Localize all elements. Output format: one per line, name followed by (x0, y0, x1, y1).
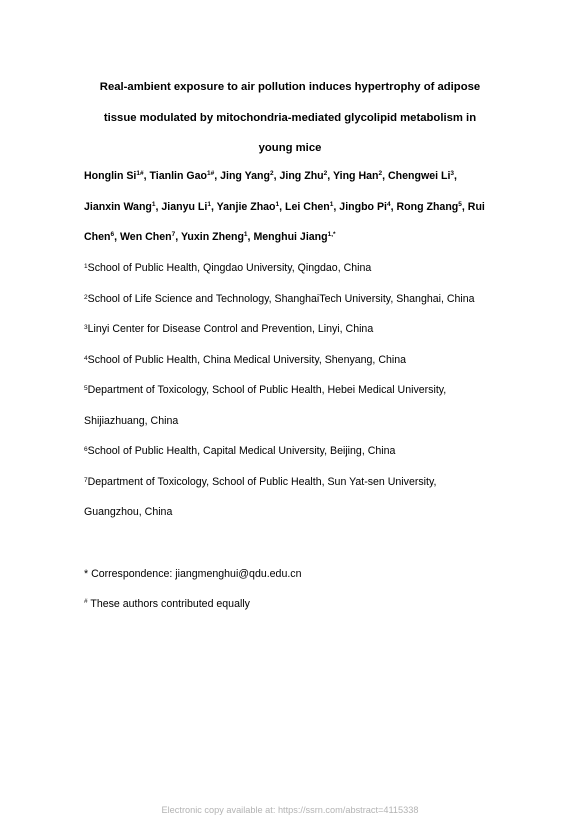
author: Menghui Jiang$^{1,*}$ (253, 231, 336, 243)
author: Ying Han$^2$, (332, 170, 388, 182)
correspondence-note: * Correspondence: jiangmenghui@qdu.edu.cn (84, 568, 302, 580)
title-line-2: tissue modulated by mitochondria-mediated glycolipid metabolism in (103, 111, 477, 124)
author: Jingbo Pi$^4$, (339, 200, 397, 213)
title-line-1: Real-ambient exposure to air pollution induces hypertrophy of adipose (99, 81, 481, 93)
affiliation-list (84, 253, 504, 528)
author: Tianlin Gao$^{1\#}$, (149, 170, 221, 182)
affiliation-3: $^3$Linyi Center for Disease Control and Prevention, Linyi, China (84, 323, 374, 335)
equal-contribution-note: # These authors contributed equally (84, 598, 250, 610)
affiliation-7-continued: Guangzhou, China (84, 506, 173, 518)
author: Yanjie Zhao$^1$, (216, 200, 286, 213)
author: Jing Yang$^2$, (220, 170, 280, 182)
author: Lei Chen$^1$, (285, 200, 340, 213)
affiliation-4: $^4$School of Public Health, China Medical University, Shenyang, China (84, 353, 406, 366)
ssrn-footer: Electronic copy available at: https://ssrn.com/abstract=4115338 (161, 805, 419, 815)
affiliation-7: $^7$Department of Toxicology, School of Public Health, Sun Yat-sen University, (84, 475, 437, 488)
author-line-2 (84, 192, 504, 223)
author-line-3: Chen$^6$, Wen Chen$^7$, Yuxin Zheng$^1$, Menghui Jiang$^{1,*}$ (84, 231, 336, 243)
author-list (84, 161, 504, 253)
author: Wen Chen$^7$, (120, 231, 181, 243)
author: Yuxin Zheng$^1$, (180, 231, 254, 243)
affiliation-6: $^6$School of Public Health, Capital Medical University, Beijing, China (84, 445, 396, 457)
affiliation-2: $^2$School of Life Science and Technology, ShanghaiTech University, Shanghai, China (84, 292, 475, 305)
affiliation-5-continued: Shijiazhuang, China (84, 414, 179, 427)
author: Jianyu Li$^1$, (161, 200, 217, 213)
author-line-1 (84, 161, 504, 192)
author-first-name: Rui (467, 200, 485, 213)
title-line-3: young mice (258, 142, 322, 154)
author: Jianxin Wang$^1$, (84, 200, 162, 213)
affiliation-1: $^1$School of Public Health, Qingdao University, Qingdao, China (84, 262, 372, 274)
author: Jing Zhu$^2$, (279, 170, 333, 182)
affiliation-5: $^5$Department of Toxicology, School of Public Health, Hebei Medical University, (84, 384, 447, 396)
author: Chengwei Li$^3$, (388, 170, 457, 182)
paper-title (70, 72, 510, 164)
author-last-name: Chen (84, 231, 111, 243)
author: Honglin $Si^{1\#}$, (84, 170, 150, 182)
author: Rong Zhang$^5$, (396, 200, 468, 213)
